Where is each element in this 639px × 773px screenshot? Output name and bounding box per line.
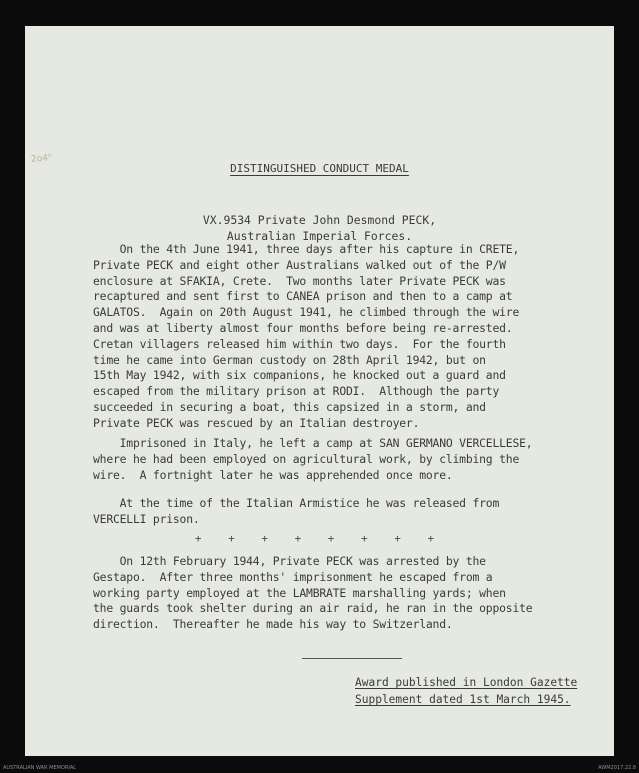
award-line-2: Supplement dated 1st March 1945. bbox=[355, 693, 571, 706]
text-line: recaptured and sent first to CANEA prison and then to a camp at bbox=[93, 289, 513, 304]
text-line: escaped from the military prison at RODI. Although the party bbox=[93, 384, 500, 399]
footer-reference: AWM2017.22.8 bbox=[598, 765, 636, 771]
paragraph-2 bbox=[93, 436, 613, 483]
text-line: enclosure at SFAKIA, Crete. Two months later Private PECK was bbox=[93, 273, 506, 288]
document-page bbox=[25, 26, 614, 756]
text-line: At the time of the Italian Armistice he was released from bbox=[93, 496, 500, 510]
text-line: Imprisoned in Italy, he left a camp at SAN GERMANO VERCELLESE, bbox=[93, 436, 533, 450]
text-line: where he had been employed on agricultural work, by climbing the bbox=[93, 451, 520, 466]
text-line: the guards took shelter during an air raid, he ran in the opposite bbox=[93, 601, 533, 616]
text-line: On 12th February 1944, Private PECK was arrested by the bbox=[93, 554, 486, 568]
recipient-line-2: Australian Imperial Forces. bbox=[226, 229, 413, 243]
recipient-line-1: VX.9534 Private John Desmond PECK, bbox=[202, 213, 437, 227]
title-text: DISTINGUISHED CONDUCT MEDAL bbox=[230, 162, 409, 175]
divider-rule bbox=[302, 658, 402, 659]
paragraph-3 bbox=[93, 496, 613, 528]
text-line: wire. A fortnight later he was apprehended once more. bbox=[93, 467, 453, 482]
text-line: Gestapo. After three months' imprisonment he escaped from a bbox=[93, 569, 493, 584]
text-line: working party employed at the LAMBRATE marshalling yards; when bbox=[93, 585, 506, 600]
text-line: Cretan villagers released him within two days. For the fourth bbox=[93, 336, 506, 351]
text-line: VERCELLI prison. bbox=[93, 511, 200, 526]
text-line: Private PECK and eight other Australians walked out of the P/W bbox=[93, 257, 506, 272]
text-line: Private PECK was rescued by an Italian destroyer. bbox=[93, 415, 420, 430]
paragraph-4 bbox=[93, 554, 613, 633]
text-line: and was at liberty almost four months before being re-arrested. bbox=[93, 320, 513, 335]
footer-credit: AUSTRALIAN WAR MEMORIAL bbox=[3, 765, 77, 771]
text-line: time he came into German custody on 28th April 1942, but on bbox=[93, 352, 486, 367]
text-line: GALATOS. Again on 20th August 1941, he climbed through the wire bbox=[93, 305, 520, 320]
award-note bbox=[355, 674, 577, 708]
text-line: direction. Thereafter he made his way to Switzerland. bbox=[93, 617, 453, 632]
recipient-heading bbox=[25, 212, 614, 244]
paragraph-1 bbox=[93, 242, 613, 432]
text-line: 15th May 1942, with six companions, he knocked out a guard and bbox=[93, 368, 506, 383]
document-title bbox=[25, 162, 614, 175]
handwritten-annotation: 2o4⁵ bbox=[30, 153, 52, 165]
award-line-1: Award published in London Gazette bbox=[355, 676, 578, 689]
text-line: On the 4th June 1941, three days after his capture in CRETE, bbox=[93, 242, 520, 256]
text-line: succeeded in securing a boat, this capsized in a storm, and bbox=[93, 399, 486, 414]
section-separator: + + + + + + + + bbox=[194, 532, 445, 545]
